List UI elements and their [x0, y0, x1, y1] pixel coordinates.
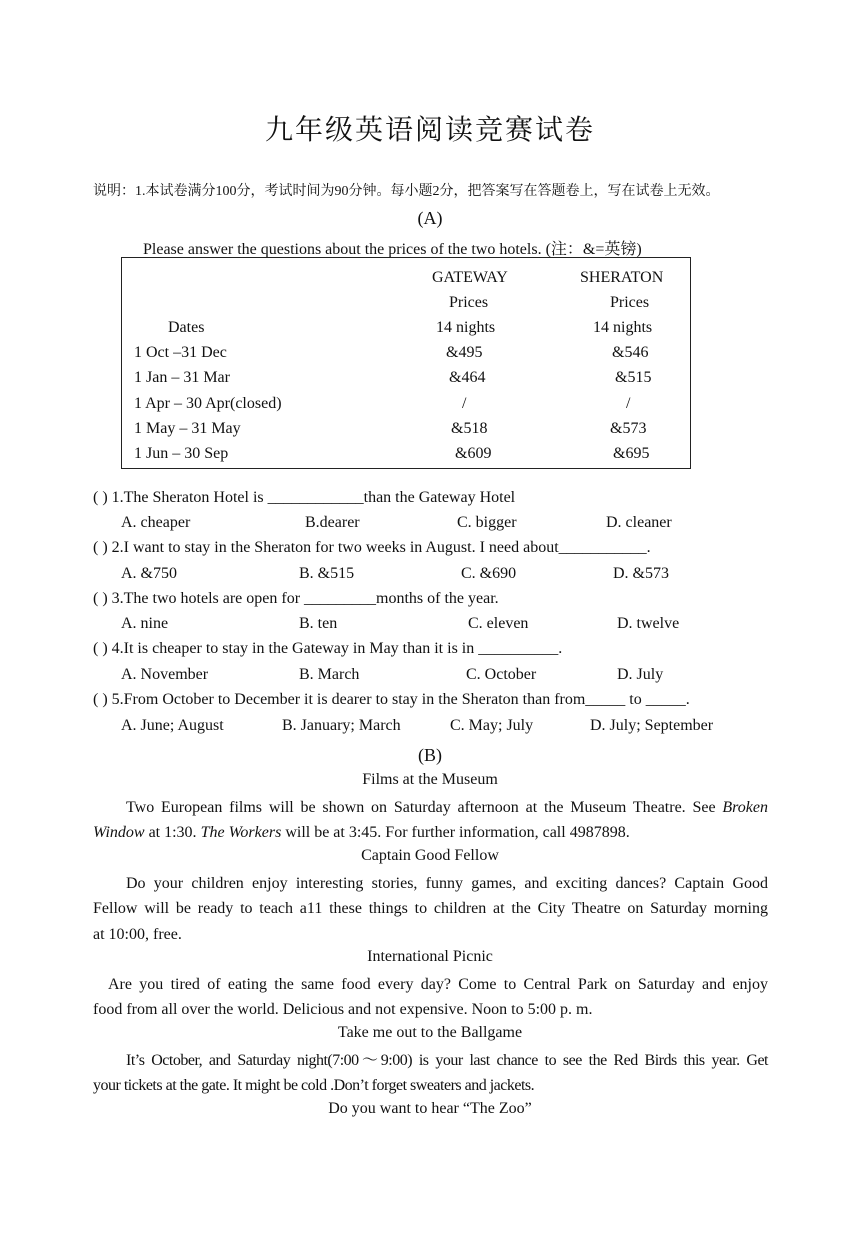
films-title-window: Window	[93, 824, 145, 842]
films-title-workers: The Workers	[200, 824, 282, 842]
section-b-label: (B)	[418, 745, 442, 765]
captain-line: Do your children enjoy interesting stories, funny games, and exciting dances? Captain Good	[126, 875, 768, 892]
picnic-line: Are you tired of eating the same food every day? Come to Central Park on Saturday and enjoy	[108, 976, 768, 993]
table-sheraton-price: &695	[613, 445, 650, 462]
question-1: ( ) 1.The Sheraton Hotel is ____________than the Gateway Hotel	[93, 489, 516, 506]
table-gateway-price: &495	[446, 344, 483, 361]
page-title: 九年级英语阅读竞赛试卷	[264, 115, 595, 146]
question-5-option-c: C. May; July	[450, 717, 534, 734]
question-4-option-a: A. November	[121, 666, 209, 683]
table-gateway-price: &464	[449, 369, 486, 386]
question-1-option-a: A. cheaper	[121, 514, 191, 531]
ballgame-paragraph	[93, 1048, 768, 1099]
question-2: ( ) 2.I want to stay in the Sheraton for two weeks in August. I need about___________.	[93, 539, 651, 556]
table-date: 1 Apr – 30 Apr(closed)	[134, 395, 282, 412]
table-date: 1 Jan – 31 Mar	[134, 369, 230, 386]
question-4-option-b: B. March	[299, 666, 360, 683]
question-3-option-a: A. nine	[121, 615, 169, 632]
films-text-3: will be at 3:45. For further information, call 4987898.	[281, 824, 630, 842]
ballgame-line: It’s October, and Saturday night(7:00～9:00) is your last chance to see the Red Birds this year. Get	[126, 1052, 768, 1069]
question-2-option-d: D. &573	[613, 565, 669, 582]
gateway-prices-label: Prices	[449, 294, 489, 311]
gateway-header: GATEWAY	[432, 269, 508, 286]
question-1-option-c: C. bigger	[457, 514, 517, 531]
films-text-1: Two European films will be shown on Saturday afternoon at the Museum Theatre. See	[126, 799, 723, 816]
question-2-option-b: B. &515	[299, 565, 355, 582]
question-5-option-d: D. July; September	[590, 717, 714, 734]
picnic-heading: International Picnic	[367, 948, 493, 965]
table-date: 1 Oct –31 Dec	[134, 344, 227, 361]
zoo-heading: Do you want to hear “The Zoo”	[328, 1100, 532, 1117]
question-5: ( ) 5.From October to December it is dearer to stay in the Sheraton than from_____ to _____.	[93, 691, 690, 708]
question-5-option-a: A. June; August	[121, 717, 224, 734]
table-sheraton-price: &546	[612, 344, 649, 361]
question-1-option-d: D. cleaner	[606, 514, 672, 531]
table-gateway-price: &609	[455, 445, 492, 462]
table-gateway-price: &518	[451, 420, 488, 437]
question-2-option-a: A. &750	[121, 565, 177, 582]
films-paragraph	[93, 795, 768, 846]
section-a-intro: Please answer the questions about the prices of the two hotels. (注：&=英镑)	[143, 241, 642, 258]
table-sheraton-price: &515	[615, 369, 652, 386]
ballgame-line: your tickets at the gate. It might be cold .Don’t forget sweaters and jackets.	[93, 1077, 535, 1095]
sheraton-prices-label: Prices	[610, 294, 650, 311]
dates-label: Dates	[168, 319, 205, 336]
question-1-option-b: B.dearer	[305, 514, 360, 531]
question-4: ( ) 4.It is cheaper to stay in the Gateway in May than it is in __________.	[93, 640, 563, 657]
captain-line: at 10:00, free.	[93, 925, 182, 943]
gateway-nights-label: 14 nights	[436, 319, 496, 336]
table-gateway-price: /	[462, 395, 467, 412]
picnic-paragraph	[93, 972, 768, 1023]
captain-heading: Captain Good Fellow	[361, 847, 499, 864]
table-sheraton-price: /	[626, 395, 631, 412]
captain-paragraph	[93, 871, 768, 947]
sheraton-header: SHERATON	[580, 269, 664, 286]
question-5-option-b: B. January; March	[282, 717, 401, 734]
question-3-option-b: B. ten	[299, 615, 338, 632]
question-4-option-c: C. October	[466, 666, 537, 683]
question-4-option-d: D. July	[617, 666, 664, 683]
table-sheraton-price: &573	[610, 420, 647, 437]
films-title-broken: Broken	[722, 799, 768, 816]
captain-line: Fellow will be ready to teach a11 these things to children at the City Theatre on Saturday morning	[93, 900, 768, 918]
sheraton-nights-label: 14 nights	[593, 319, 653, 336]
table-date: 1 May – 31 May	[134, 420, 241, 437]
ballgame-heading: Take me out to the Ballgame	[337, 1024, 523, 1041]
price-table	[121, 257, 691, 469]
films-text-2: at 1:30.	[144, 824, 201, 842]
question-3: ( ) 3.The two hotels are open for _________months of the year.	[93, 590, 499, 607]
table-date: 1 Jun – 30 Sep	[134, 445, 229, 462]
exam-instructions: 说明：1.本试卷满分100分，考试时间为90分钟。每小题2分，把答案写在答题卷上，写在试卷上无效。	[93, 184, 720, 199]
section-a-label: (A)	[417, 208, 443, 228]
question-3-option-d: D. twelve	[617, 615, 680, 632]
question-2-option-c: C. &690	[461, 565, 517, 582]
films-heading: Films at the Museum	[362, 771, 498, 788]
picnic-line: food from all over the world. Delicious and not expensive. Noon to 5:00 p. m.	[93, 1001, 593, 1019]
question-3-option-c: C. eleven	[468, 615, 529, 632]
